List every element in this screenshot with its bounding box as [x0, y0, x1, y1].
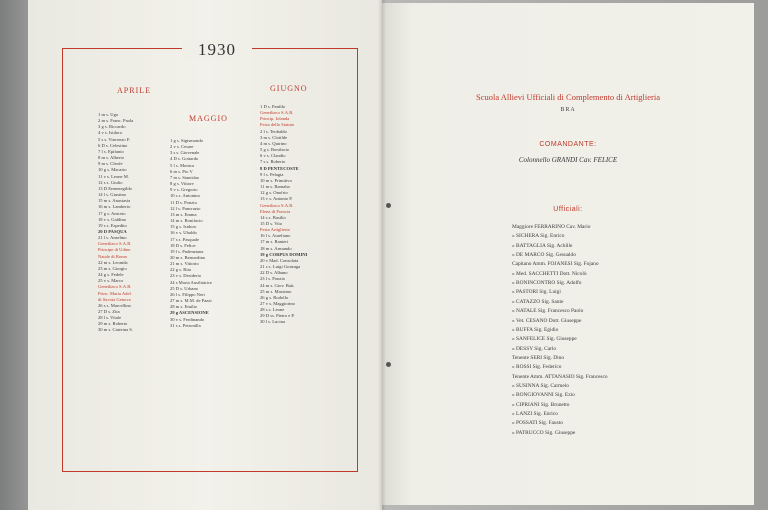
calendar-day-row: 20 m s. Bernardino [170, 254, 206, 260]
calendar-day-row: 6 D s. Celestino [98, 142, 128, 148]
calendar-day-row: 10 g s. Macario [98, 167, 127, 173]
calendar-day-row: 11 m s. Barnaba [260, 184, 290, 190]
calendar-day-row: 22 g s. Rita [170, 267, 191, 273]
officer-entry: » Med. SACCHETTI Dott. Nicolò [512, 270, 587, 277]
calendar-day-row: 25 v s. Marco [98, 278, 124, 284]
officer-entry: » BONGIOVANNI Sig. Ezio [512, 392, 575, 399]
calendar-note: Principe di Udine [98, 247, 131, 253]
calendar-day-row: 30 l s. Lucina [260, 319, 286, 325]
calendar-day-row: 28 s s. Leone [260, 307, 285, 313]
calendar-day-row: 18 D s. Felice [170, 242, 196, 248]
officer-entry: » CATAZZO Sig. Sante [512, 298, 564, 305]
calendar-day-row: 14 l s. Giustino [98, 192, 127, 198]
calendar-day-row: 25 D s. Urbano [170, 285, 199, 291]
calendar-day-row: 13 m s. Emma [170, 211, 197, 217]
binding-hole [386, 362, 391, 367]
officer-entry: » Vet. CESANO Dott. Giuseppe [512, 317, 582, 324]
officer-entry: » CIPRIANI Sig. Brunetto [512, 401, 570, 408]
officer-entry: » NATALE Sig. Francesco Paolo [512, 308, 584, 315]
calendar-day-row: 23 v s. Desiderio [170, 273, 202, 279]
calendar-day-row: 17 g s. Aniceto [98, 210, 126, 216]
calendar-day-row: 31 s s. Petronilla [170, 322, 201, 328]
calendar-note: Genetliaco S.A.R. [260, 202, 294, 208]
calendar-year: 1930 [182, 40, 252, 60]
calendar-column-june [260, 104, 307, 326]
calendar-day-row: 28 m s. Emilio [170, 304, 198, 310]
calendar-day-row: 1 g s. Sigismondo [170, 138, 203, 143]
calendar-day-row: 11 D s. Ponzio [170, 199, 197, 205]
calendar-day-row: 1 m s. Ugo [98, 112, 119, 117]
calendar-day-row: 7 m s. Stanislao [170, 174, 200, 180]
officer-entry: » BONINCONTRO Sig. Adolfo [512, 280, 582, 287]
officer-entry: Tenente Amm. ATTANASIO Sig. Francesco [512, 373, 608, 380]
calendar-day-row: 19 s s. Espedito [98, 222, 127, 228]
calendar-day-row: 26 l s. Filippo Neri [170, 291, 205, 297]
calendar-day-row: 2 m s. Franc. Paola [98, 118, 134, 124]
officer-entry: » LANZI Sig. Enrico [512, 411, 558, 417]
calendar-note: di Savoia Genova [98, 296, 131, 302]
officer-entry: Capitano Amm. FOJANESI Sig. Fojano [512, 261, 599, 268]
calendar-day-row: 3 s s. Giovenale [170, 150, 200, 156]
calendar-day-row: 1 D s. Panfilo [260, 104, 286, 109]
calendar-note: Princip. Iolanda [260, 116, 290, 122]
ufficiali-heading: Ufficiali: [553, 206, 583, 213]
month-heading-april: APRILE [117, 86, 151, 95]
calendar-day-row: 18 v s. Galdino [98, 216, 127, 222]
calendar-day-row: 19 g CORPUS DOMINI [260, 251, 308, 257]
calendar-day-row: 27 D s. Zita [98, 309, 120, 314]
calendar-day-row: 16 l s. Aureliano [260, 233, 291, 239]
calendar-day-row: 16 m s. Lamberto [98, 204, 131, 210]
calendar-day-row: 19 l s. Pudenziana [170, 248, 204, 254]
calendar-day-row: 23 l s. Ponzio [260, 276, 286, 282]
calendar-day-row: 22 m s. Leonida [98, 259, 128, 265]
calendar-day-row: 21 m s. Vittorio [170, 261, 199, 267]
school-location: BRA [560, 107, 576, 113]
calendar-day-row: 28 l s. Vitale [98, 315, 122, 321]
calendar-note: Genetliaco S.A.R. [98, 241, 132, 247]
calendar-note: Natale di Roma [98, 253, 127, 259]
calendar-day-row: 9 m s. Cleofe [98, 161, 123, 167]
calendar-day-row: 7 s s. Roberto [260, 159, 286, 165]
calendar-day-row: 23 m s. Giorgio [98, 265, 127, 271]
calendar-day-row: 2 v s. Cesare [170, 144, 194, 150]
school-title: Scuola Allievi Ufficiali di Complemento di Artiglieria [476, 92, 660, 102]
calendar-column-may [170, 138, 212, 329]
officer-entry: » DESSY Sig. Carlo [512, 345, 557, 352]
calendar-day-row: 12 g s. Onofrio [260, 190, 288, 196]
calendar-day-row: 4 v s. Isidoro [98, 130, 122, 136]
calendar-day-row: 13 D Ermenegildo [98, 185, 132, 191]
calendar-day-row: 12 l s. Pancrazio [170, 205, 201, 211]
calendar-day-row: 8 g s. Vittore [170, 181, 194, 187]
month-heading-may: MAGGIO [189, 114, 228, 123]
calendar-day-row: 2 l s. Teobaldo [260, 128, 287, 134]
comandante-heading: COMANDANTE: [539, 141, 597, 148]
officer-entry: » SICHERA Sig. Enrico [512, 233, 565, 240]
officer-entry: » SANFELICE Sig. Giuseppe [512, 336, 577, 343]
calendar-note: Festa dello Statuto [260, 122, 295, 128]
calendar-day-row: 27 v s. Maggiorino [260, 301, 295, 306]
calendar-day-row: 16 v s. Ubaldo [170, 230, 197, 236]
calendar-day-row: 17 s s. Pasquale [170, 236, 200, 242]
calendar-day-row: 24 g s. Fedele [98, 272, 124, 278]
calendar-day-row: 10 s s. Antonino [170, 193, 200, 199]
calendar-day-row: 10 m s. Primitivo [260, 177, 292, 183]
calendar-day-row: 4 m s. Quirino [260, 140, 287, 146]
calendar-day-row: 6 m s. Pio V [170, 168, 193, 174]
comandante-name: Colonnello GRANDI Cav. FELICE [518, 156, 618, 164]
calendar-day-row: 5 l s. Monica [170, 162, 194, 168]
calendar-day-row: 18 m s. Armando [260, 245, 292, 251]
calendar-day-row: 9 l s. Pelagia [260, 171, 284, 177]
calendar-day-row: 20 D PASQUA [98, 228, 127, 234]
calendar-note: Genetliaco S.A.R. [260, 110, 294, 116]
officer-entry: » SUSINNA Sig. Carmelo [512, 382, 569, 389]
officer-entry: » POSSATI Sig. Fausto [512, 420, 563, 427]
calendar-day-row: 8 D PENTECOSTE [260, 165, 299, 171]
calendar-day-row: 8 m s. Alberto [98, 155, 125, 161]
calendar-day-row: 27 m s. M.M. de Pazzi [170, 298, 212, 304]
calendar-day-row: 29 m s. Roberto [98, 321, 128, 327]
officer-entry: Tenente SERI Sig. Dino [512, 354, 565, 361]
officer-entry: » BUFFA Sig. Egidio [512, 326, 559, 333]
calendar-day-row: 15 m s. Anastasia [98, 198, 131, 204]
calendar-day-row: 30 m s. Caterina S. [98, 327, 133, 333]
calendar-day-row: 17 m s. Ranieri [260, 239, 289, 245]
calendar-day-row: 29 D ss. Pietro e P. [260, 313, 295, 319]
officer-entry: » BATTAGLIA Sig. Achille [512, 242, 573, 249]
calendar-day-row: 7 l s. Epifanio [98, 148, 124, 154]
calendar-day-row: 26 g s. Rodolfo [260, 294, 289, 300]
calendar-note: Princ. Maria Adel. [98, 290, 132, 296]
calendar-day-row: 11 v s. Leone M. [98, 173, 129, 179]
calendar-column-april [98, 112, 133, 334]
calendar-day-row: 3 g s. Riccardo [98, 124, 126, 130]
calendar-day-row: 21 s s. Luigi Gonzaga [260, 264, 301, 270]
calendar-day-row: 21 l s. Anselmo [98, 235, 127, 241]
calendar-note: Festa Artiglieria [260, 227, 290, 233]
calendar-day-row: 25 m s. Massimo [260, 288, 292, 294]
calendar-day-row: 20 v Mad. Consolata [260, 257, 299, 263]
calendar-note: Elena di Francia [260, 208, 291, 214]
calendar-day-row: 12 s s. Giulio [98, 179, 123, 185]
calendar-note: Genetliaco S.A.R. [98, 284, 132, 290]
calendar-day-row: 3 m s. Clotilde [260, 134, 288, 140]
book-gutter [378, 0, 386, 510]
calendar-day-row: 9 v s. Gregorio [170, 187, 198, 193]
calendar-day-row: 14 s s. Basilio [260, 214, 286, 220]
calendar-day-row: 24 m s. Giov. Batt. [260, 282, 295, 288]
calendar-day-row: 15 g s. Isidoro [170, 224, 197, 230]
calendar-day-row: 4 D s. Gottardo [170, 156, 199, 162]
calendar-day-row: 15 D s. Vito [260, 220, 283, 226]
calendar-day-row: 13 v s. Antonio P. [260, 196, 293, 202]
calendar-day-row: 5 s s. Vincenzo F. [98, 136, 131, 142]
officer-entry: Maggiore FERRARINO Cav. Mario [512, 224, 591, 230]
calendar-day-row: 29 g ASCENSIONE [170, 310, 209, 316]
calendar-day-row: 24 s Maria Ausiliatrice [170, 279, 212, 285]
officer-entry: » PASTORI Sig. Luigi [512, 289, 561, 296]
calendar-day-row: 14 m s. Bonifacio [170, 218, 203, 224]
officer-entry: » DE MARCO Sig. Gesualdo [512, 252, 576, 259]
calendar-day-row: 6 v s. Claudio [260, 153, 286, 159]
calendar-day-row: 30 v s. Ferdinando [170, 316, 205, 322]
month-heading-june: GIUGNO [270, 84, 308, 93]
calendar-day-row: 22 D s. Albano [260, 270, 288, 276]
calendar-day-row: 5 g s. Bonifacio [260, 147, 290, 153]
officer-entry: » ROSSI Sig. Federico [512, 364, 562, 371]
officer-entry: » PATRUCCO Sig. Giuseppe [512, 429, 576, 436]
calendar-day-row: 26 s s. Marcellino [98, 302, 131, 308]
